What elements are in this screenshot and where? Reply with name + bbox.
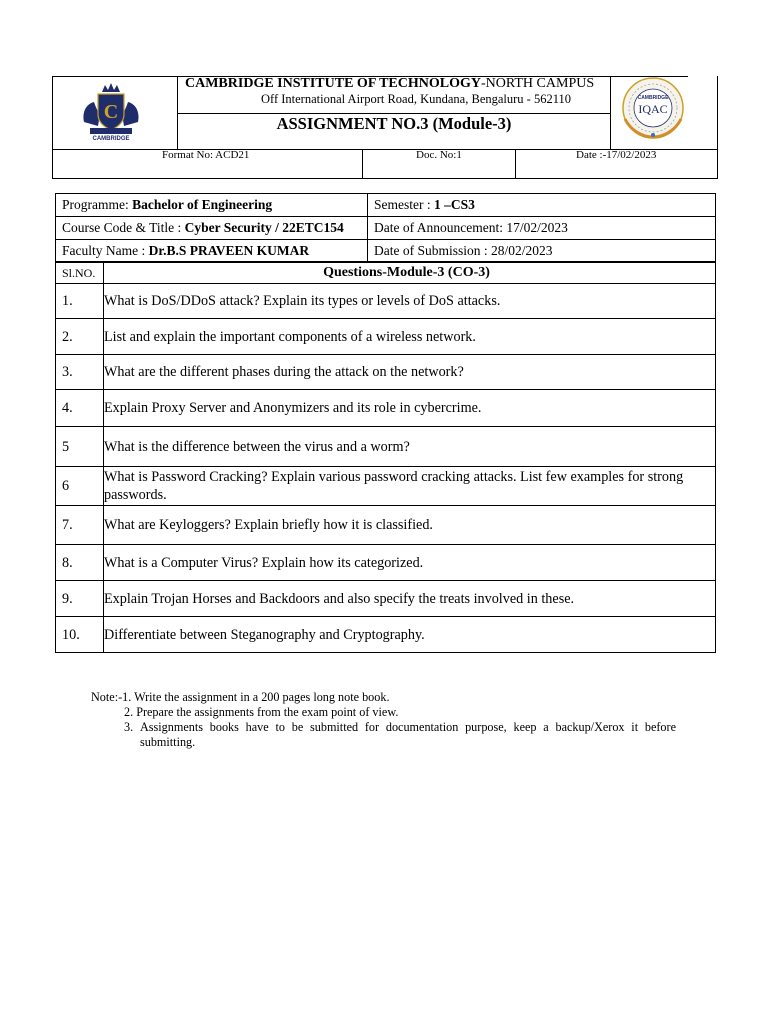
semester-value: 1 –CS3 bbox=[434, 197, 475, 212]
faculty-cell bbox=[56, 240, 368, 263]
note-2: 2. Prepare the assignments from the exam point of view. bbox=[124, 705, 399, 719]
questions-header-row bbox=[56, 262, 716, 284]
iqac-logo-text: IQAC bbox=[638, 102, 668, 116]
iqac-logo-sub: CAMBRIDGE bbox=[637, 95, 669, 101]
note-1: Note:-1. Write the assignment in a 200 pages long note book. bbox=[91, 690, 390, 704]
table-row bbox=[56, 581, 716, 617]
question-number: 2. bbox=[56, 319, 104, 355]
svg-text:C: C bbox=[103, 101, 119, 123]
question-text: List and explain the important components of a wireless network. bbox=[104, 319, 716, 355]
submission-date: Date of Submission : 28/02/2023 bbox=[368, 240, 716, 263]
question-number: 4. bbox=[56, 390, 104, 427]
note-3: Assignments books have to be submitted for documentation purpose, keep a backup/Xerox it before submitting. bbox=[140, 720, 676, 749]
info-row bbox=[56, 240, 716, 263]
institute-name-bold: CAMBRIDGE INSTITUTE OF TECHNOLOGY bbox=[185, 76, 481, 91]
sl-no-header: Sl.NO. bbox=[56, 262, 104, 284]
table-row bbox=[56, 427, 716, 467]
table-row bbox=[56, 355, 716, 390]
question-number: 8. bbox=[56, 545, 104, 581]
document-date: Date :-17/02/2023 bbox=[576, 149, 657, 161]
assignment-title: ASSIGNMENT NO.3 (Module-3) bbox=[276, 114, 512, 133]
iqac-logo bbox=[617, 75, 689, 141]
table-row bbox=[56, 617, 716, 653]
questions-title: Questions-Module-3 (CO-3) bbox=[104, 262, 716, 284]
table-row bbox=[56, 319, 716, 355]
course-value: Cyber Security / 22ETC154 bbox=[184, 220, 344, 235]
institute-address: Off International Airport Road, Kundana, Bengaluru - 562110 bbox=[261, 92, 571, 106]
table-row bbox=[56, 545, 716, 581]
table-row bbox=[56, 467, 716, 506]
question-text: Explain Trojan Horses and Backdoors and also specify the treats involved in these. bbox=[104, 581, 716, 617]
question-text: Explain Proxy Server and Anonymizers and its role in cybercrime. bbox=[104, 390, 716, 427]
info-row bbox=[56, 217, 716, 240]
faculty-value: Dr.B.S PRAVEEN KUMAR bbox=[148, 243, 310, 258]
semester-label: Semester : bbox=[374, 197, 434, 212]
course-label: Course Code & Title : bbox=[62, 220, 185, 235]
question-number: 7. bbox=[56, 506, 104, 545]
document-number: Doc. No:1 bbox=[416, 149, 462, 161]
cambridge-logo bbox=[78, 82, 144, 144]
question-text: What are the different phases during the attack on the network? bbox=[104, 355, 716, 390]
institute-name bbox=[185, 76, 594, 92]
logo-left-caption: CAMBRIDGE bbox=[92, 136, 130, 142]
question-number: 5 bbox=[56, 427, 104, 467]
programme-value: Bachelor of Engineering bbox=[132, 197, 273, 212]
question-text: What is DoS/DDoS attack? Explain its types or levels of DoS attacks. bbox=[104, 284, 716, 319]
question-text: What are Keyloggers? Explain briefly how it is classified. bbox=[104, 506, 716, 545]
table-row bbox=[56, 390, 716, 427]
question-text: Differentiate between Steganography and Cryptography. bbox=[104, 617, 716, 653]
question-number: 1. bbox=[56, 284, 104, 319]
questions-table bbox=[55, 261, 716, 653]
question-number: 6 bbox=[56, 467, 104, 506]
question-text: What is a Computer Virus? Explain how its categorized. bbox=[104, 545, 716, 581]
announcement-date: Date of Announcement: 17/02/2023 bbox=[368, 217, 716, 240]
info-row bbox=[56, 194, 716, 217]
table-row bbox=[56, 506, 716, 545]
question-number: 3. bbox=[56, 355, 104, 390]
question-text: What is Password Cracking? Explain various password cracking attacks. List few examples for strong passwords. bbox=[104, 467, 716, 506]
format-number: Format No: ACD21 bbox=[162, 149, 250, 161]
semester-cell bbox=[368, 194, 716, 217]
question-text: What is the difference between the virus and a worm? bbox=[104, 427, 716, 467]
note-3-number: 3. bbox=[124, 720, 134, 734]
question-number: 10. bbox=[56, 617, 104, 653]
programme-label: Programme: bbox=[62, 197, 133, 212]
question-number: 9. bbox=[56, 581, 104, 617]
course-info-table bbox=[55, 193, 716, 263]
programme-cell bbox=[56, 194, 368, 217]
table-row bbox=[56, 284, 716, 319]
course-cell bbox=[56, 217, 368, 240]
institute-campus: -NORTH CAMPUS bbox=[481, 76, 595, 91]
faculty-label: Faculty Name : bbox=[62, 243, 149, 258]
